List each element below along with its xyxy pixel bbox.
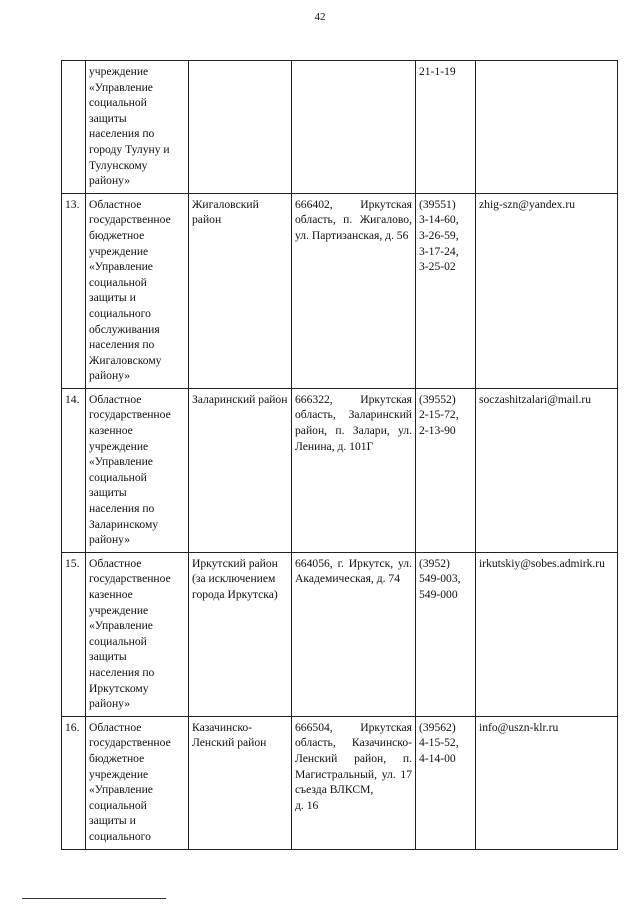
address: 666402, Иркутская область, п. Жигалово, ул. Партизанская, д. 56	[292, 193, 416, 388]
row-number: 16.	[62, 716, 86, 849]
address: 666504, Иркутская область, Казачинско-Ленский район, п. Магистральный, ул. 17 съезда ВЛКСМ, д. 16	[292, 716, 416, 849]
phones: 21-1-19	[416, 61, 476, 194]
address	[292, 61, 416, 194]
district-name: Иркутский район (за исключением города Иркутска)	[189, 552, 292, 716]
district-name: Жигаловский район	[189, 193, 292, 388]
row-number: 15.	[62, 552, 86, 716]
email[interactable]: soczashitzalari@mail.ru	[476, 388, 618, 552]
district-name: Казачинско-Ленский район	[189, 716, 292, 849]
address: 664056, г. Иркутск, ул. Академическая, д. 74	[292, 552, 416, 716]
district-name	[189, 61, 292, 194]
organization-name: Областное государственное казенное учреждение «Управление социальной защиты населения по Заларинскому району»	[86, 388, 189, 552]
email[interactable]: irkutskiy@sobes.admirk.ru	[476, 552, 618, 716]
email[interactable]: zhig-szn@yandex.ru	[476, 193, 618, 388]
row-number: 13.	[62, 193, 86, 388]
page-number: 42	[314, 11, 326, 23]
institutions-table	[61, 60, 618, 850]
organization-name: учреждение «Управление социальной защиты населения по городу Тулуну и Тулунскому району»	[86, 61, 189, 194]
table-row	[62, 193, 618, 388]
email[interactable]: info@uszn-klr.ru	[476, 716, 618, 849]
organization-name: Областное государственное бюджетное учреждение «Управление социальной защиты и социального	[86, 716, 189, 849]
email	[476, 61, 618, 194]
district-name: Заларинский район	[189, 388, 292, 552]
table-row	[62, 388, 618, 552]
phones: (3952) 549-003, 549-000	[416, 552, 476, 716]
phones: (39551) 3-14-60, 3-26-59, 3-17-24, 3-25-02	[416, 193, 476, 388]
table-row	[62, 552, 618, 716]
organization-name: Областное государственное казенное учреждение «Управление социальной защиты населения по Иркутскому району»	[86, 552, 189, 716]
table-row	[62, 716, 618, 849]
footnote-divider	[22, 898, 166, 899]
phones: (39562) 4-15-52, 4-14-00	[416, 716, 476, 849]
organization-name: Областное государственное бюджетное учреждение «Управление социальной защиты и социального обслуживания населения по Жигаловскому району»	[86, 193, 189, 388]
row-number	[62, 61, 86, 194]
phones: (39552) 2-15-72, 2-13-90	[416, 388, 476, 552]
row-number: 14.	[62, 388, 86, 552]
address: 666322, Иркутская область, Заларинский район, п. Залари, ул. Ленина, д. 101Г	[292, 388, 416, 552]
table-row	[62, 61, 618, 194]
